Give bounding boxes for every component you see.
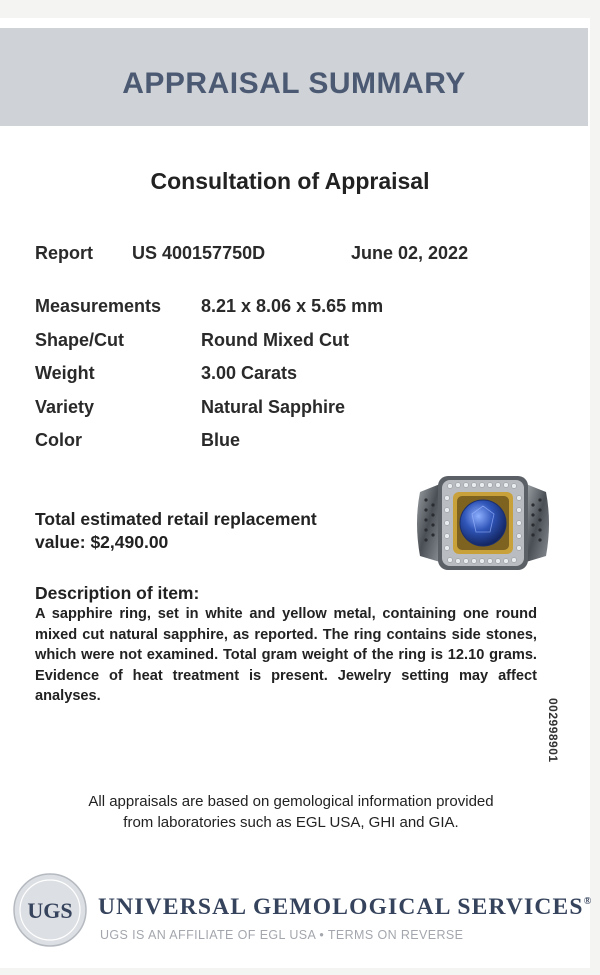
report-label: Report	[35, 243, 93, 263]
spec-label: Measurements	[35, 296, 162, 316]
ugs-seal-logo	[12, 872, 88, 948]
company-name	[98, 894, 591, 921]
spec-value: Blue	[201, 430, 241, 450]
spec-list	[35, 296, 455, 464]
retail-value-line-2: value: $2,490.00	[35, 532, 169, 552]
spec-value: 3.00 Carats	[201, 363, 298, 383]
spec-label: Shape/Cut	[35, 329, 125, 350]
disclaimer-line-2: from laboratories such as EGL USA, GHI and GIA.	[123, 814, 459, 831]
registered-mark: ®	[583, 896, 592, 907]
header-band	[0, 28, 588, 126]
disclaimer	[0, 791, 582, 833]
spec-label: Weight	[35, 363, 95, 383]
spec-row-variety	[35, 397, 455, 431]
disclaimer-line-1: All appraisals are based on gemological information provided	[88, 793, 494, 810]
spec-row-shape-cut	[35, 330, 455, 364]
retail-value-line-1: Total estimated retail replacement	[35, 509, 317, 529]
retail-value	[35, 508, 405, 554]
report-number: US 400157750D	[132, 243, 266, 263]
description-text: A sapphire ring, set in white and yellow metal, containing one round mixed cut natural sapphire, as reported. The ring contains side stones, which were not examined. Total gram weight of the ring is 12.10 grams. Evidence of heat treatment is present. Jewelry setting may affect analyses.	[35, 606, 537, 704]
serial-number: 002998901	[546, 698, 560, 763]
spec-value: Round Mixed Cut	[201, 329, 349, 350]
spec-value: Natural Sapphire	[201, 396, 346, 417]
seal-text: UGS	[27, 898, 73, 923]
report-date: June 02, 2022	[351, 243, 469, 263]
spec-label: Color	[35, 430, 82, 450]
spec-row-color	[35, 430, 455, 464]
spec-row-measurements	[35, 296, 455, 330]
company-name-text: UNIVERSAL GEMOLOGICAL SERVICES	[98, 894, 584, 920]
spec-value: 8.21 x 8.06 x 5.65 mm	[201, 296, 384, 316]
spec-label: Variety	[35, 396, 95, 417]
document-subtitle: Consultation of Appraisal	[150, 168, 430, 194]
company-tagline: UGS IS AN AFFILIATE OF EGL USA • TERMS ON REVERSE	[100, 928, 464, 942]
sapphire-ring-image	[414, 470, 552, 576]
spec-row-weight	[35, 363, 455, 397]
page-title: APPRAISAL SUMMARY	[122, 67, 466, 100]
description-title: Description of item:	[35, 583, 200, 603]
